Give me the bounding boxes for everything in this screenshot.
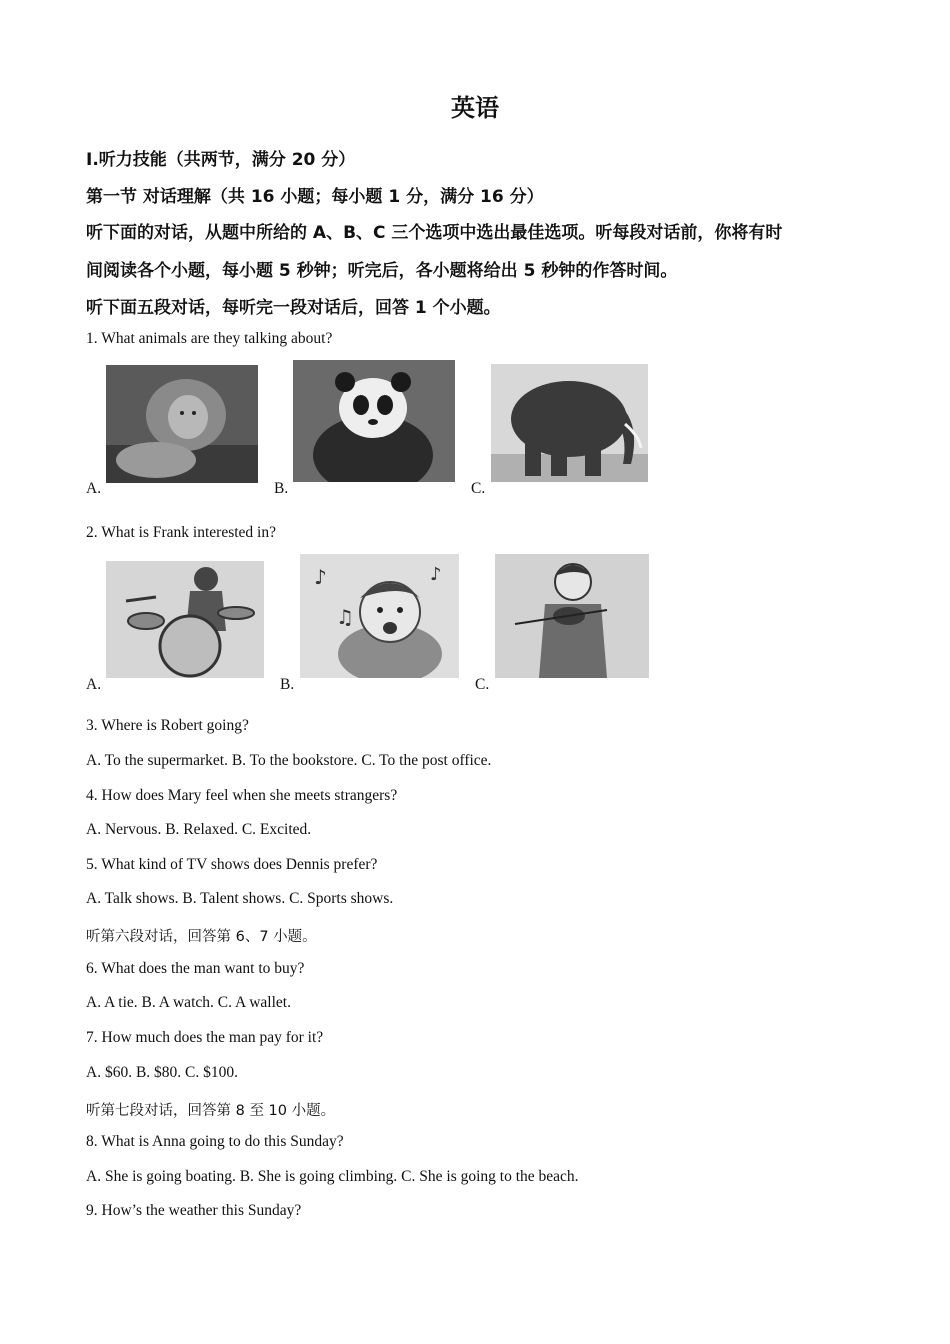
question-4: 4. How does Mary feel when she meets strangers? [86, 787, 398, 804]
section-heading: Ⅰ.听力技能（共两节，满分 20 分） [86, 150, 356, 170]
part1-heading: 第一节 对话理解（共 16 小题；每小题 1 分，满分 16 分） [86, 187, 544, 207]
question-4-options: A. Nervous. B. Relaxed. C. Excited. [86, 821, 312, 838]
svg-text:♪: ♪ [314, 565, 327, 589]
instruction-line: 听下面五段对话，每听完一段对话后，回答 1 个小题。 [86, 298, 501, 318]
question-5-options: A. Talk shows. B. Talent shows. C. Sports shows. [86, 890, 394, 907]
dialogue-6-instruction: 听第六段对话，回答第 6、7 小题。 [86, 929, 317, 945]
option-b-label: B. [280, 676, 295, 693]
svg-text:♪: ♪ [430, 564, 442, 585]
question-3-options: A. To the supermarket. B. To the bookstore. C. To the post office. [86, 752, 492, 769]
option-c-label: C. [475, 676, 490, 693]
elephant-image[interactable] [491, 364, 648, 482]
option-a-label: A. [86, 676, 102, 693]
question-6: 6. What does the man want to buy? [86, 960, 305, 977]
question-6-options: A. A tie. B. A watch. C. A wallet. [86, 994, 291, 1011]
lion-image[interactable] [106, 365, 258, 483]
question-2: 2. What is Frank interested in? [86, 524, 276, 541]
question-9: 9. How’s the weather this Sunday? [86, 1202, 302, 1219]
question-1: 1. What animals are they talking about? [86, 330, 333, 347]
option-b-label: B. [274, 480, 289, 497]
question-8-options: A. She is going boating. B. She is going climbing. C. She is going to the beach. [86, 1168, 579, 1185]
option-c-label: C. [471, 480, 486, 497]
question-7-options: A. $60. B. $80. C. $100. [86, 1064, 238, 1081]
question-7: 7. How much does the man pay for it? [86, 1029, 324, 1046]
question-3: 3. Where is Robert going? [86, 717, 249, 734]
page-title: 英语 [451, 94, 499, 122]
panda-image[interactable] [293, 360, 455, 482]
instruction-line: 听下面的对话，从题中所给的 A、B、C 三个选项中选出最佳选项。听每段对话前，你将有时 [86, 223, 783, 243]
singing-image[interactable] [300, 554, 459, 678]
dialogue-7-instruction: 听第七段对话，回答第 8 至 10 小题。 [86, 1103, 336, 1119]
violin-image[interactable] [495, 554, 649, 678]
question-5: 5. What kind of TV shows does Dennis prefer? [86, 856, 378, 873]
question-8: 8. What is Anna going to do this Sunday? [86, 1133, 344, 1150]
svg-text:♫: ♫ [336, 605, 354, 629]
instruction-line: 间阅读各个小题，每小题 5 秒钟；听完后，各小题将给出 5 秒钟的作答时间。 [86, 261, 678, 281]
option-a-label: A. [86, 480, 102, 497]
drums-image[interactable] [106, 561, 264, 678]
